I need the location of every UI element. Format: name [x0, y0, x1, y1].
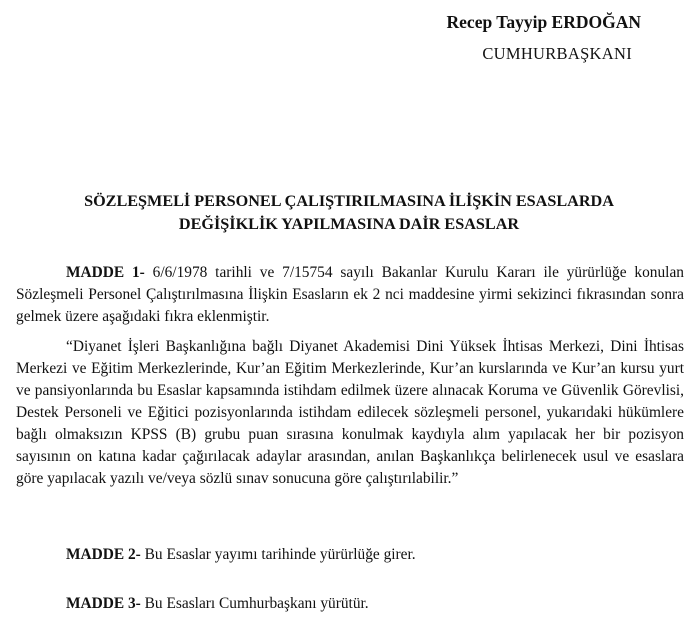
quoted-paragraph: “Diyanet İşleri Başkanlığına bağlı Diyanet Akademisi Dini Yüksek İhtisas Merkezi, Dini İhtisas Merkezi ve Eğitim Merkezlerinde, Kur’an Eğitim Merkezlerinde, Kur’an kurslarında ve Kur’an kursu yurt ve pansiyonlarında bu Esaslar kapsamında istihdam edilmek üzere alınacak Koruma ve Güvenlik Görevlisi, Destek Personeli ve Eğitici pozisyonlarında istihdam edilecek sözleşmeli personel, yukarıdaki hükümlere bağlı olmaksızın KPSS (B) grubu puan sırasına konulmak kaydıyla alım yapılacak her bir pozisyon sayısının on katına kadar çağırılacak adaylar arasından, anılan Başkanlıkça belirlenecek usul ve esaslara göre yapılacak yazılı ve/veya sözlü sınav sonucuna göre çalıştırılabilir.”: [16, 338, 684, 487]
article-2-text: Bu Esaslar yayımı tarihinde yürürlüğe girer.: [140, 546, 416, 563]
article-1: [16, 262, 684, 328]
document-title-line-2: DEĞİŞİKLİK YAPILMASINA DAİR ESASLAR: [178, 215, 520, 233]
article-1-text: 6/6/1978 tarihli ve 7/15754 sayılı Bakanlar Kurulu Kararı ile yürürlüğe konulan Sözleşmeli Personel Çalıştırılmasına İlişkin Esasların ek 2 nci maddesine yirmi sekizinci fıkrasından sonra gelmek üzere aşağıdaki fıkra eklenmiştir.: [16, 264, 684, 325]
document-title-line-1: SÖZLEŞMELİ PERSONEL ÇALIŞTIRILMASINA İLİŞKİN ESASLARDA: [84, 192, 614, 210]
article-3-text: Bu Esasları Cumhurbaşkanı yürütür.: [140, 595, 369, 612]
article-3: [66, 593, 369, 615]
article-1-label: MADDE 1-: [66, 264, 145, 281]
signatory-title: CUMHURBAŞKANI: [482, 44, 632, 63]
signatory-name: Recep Tayyip ERDOĞAN: [446, 12, 641, 32]
article-2: [66, 544, 416, 566]
article-2-label: MADDE 2-: [66, 546, 141, 563]
article-3-label: MADDE 3-: [66, 595, 141, 612]
